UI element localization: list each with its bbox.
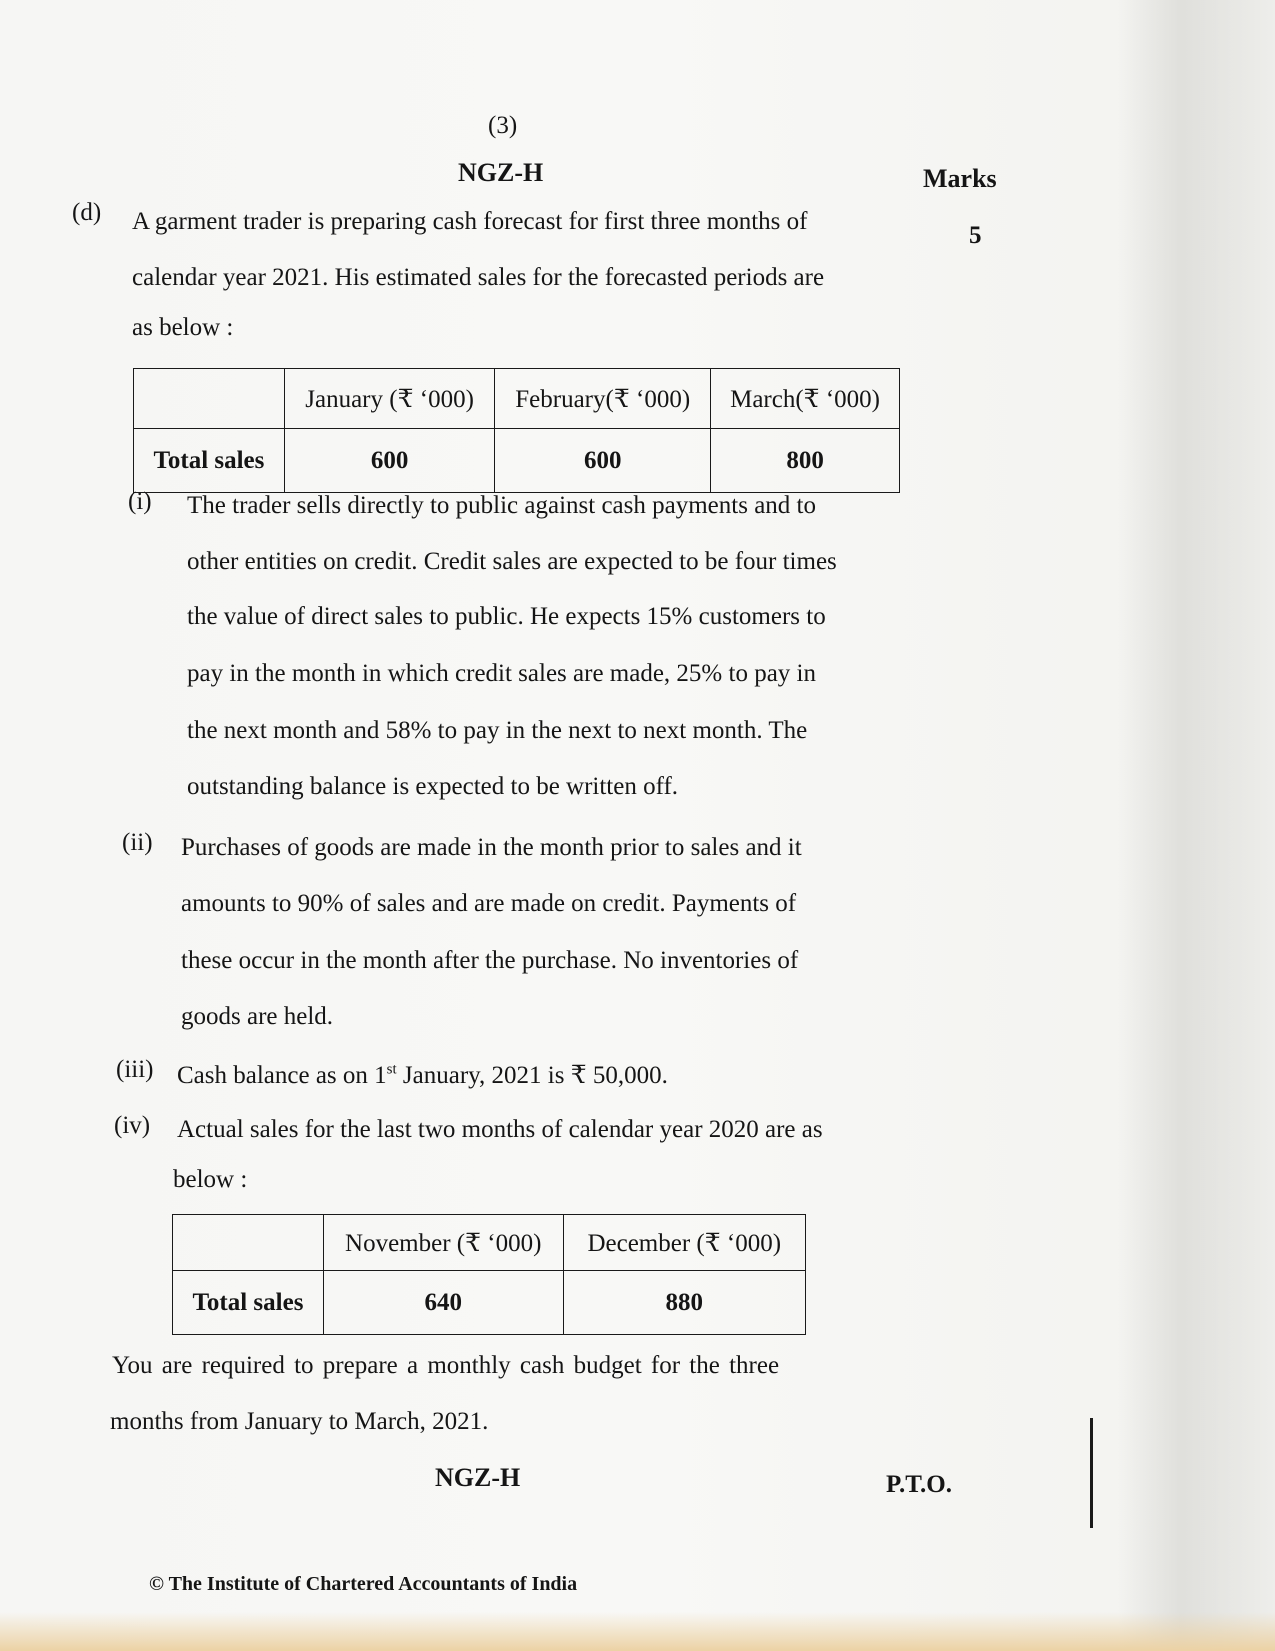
point-iii-number: (iii)	[116, 1056, 154, 1083]
page-bottom-tint	[0, 1612, 1275, 1651]
marks-heading: Marks	[923, 164, 997, 193]
point-ii-line: these occur in the month after the purchase. No inventories of	[181, 947, 799, 974]
page-number: (3)	[488, 112, 518, 139]
point-i-line: other entities on credit. Credit sales are expected to be four times	[187, 548, 837, 575]
table-header-cell: February(₹ ‘000)	[495, 369, 711, 429]
requirement-line-1: You are required to prepare a monthly cash budget for the three	[112, 1352, 780, 1379]
point-i-line: the value of direct sales to public. He expects 15% customers to	[187, 603, 826, 630]
margin-mark	[1090, 1418, 1093, 1528]
table-corner-cell	[173, 1215, 324, 1271]
table-corner-cell	[134, 369, 285, 429]
forecast-sales-table	[133, 368, 900, 493]
table-header-cell: January (₹ ‘000)	[284, 369, 494, 429]
point-i-number: (i)	[128, 488, 152, 515]
table-cell: 600	[495, 429, 711, 493]
table-cell: 800	[711, 429, 900, 493]
copyright-notice: © The Institute of Chartered Accountants of India	[149, 1573, 578, 1595]
row-label: Total sales	[173, 1271, 324, 1335]
requirement-line-2: months from January to March, 2021.	[110, 1408, 489, 1435]
cash-balance-text-rest: January, 2021 is ₹ 50,000.	[396, 1062, 668, 1089]
date-superscript: st	[386, 1061, 397, 1078]
cash-balance-text: Cash balance as on 1	[177, 1062, 387, 1089]
point-i-line: the next month and 58% to pay in the next to next month. The	[187, 717, 808, 744]
footer-paper-code: NGZ-H	[435, 1463, 521, 1492]
table-row	[173, 1271, 806, 1335]
marks-value: 5	[969, 222, 982, 249]
point-ii-line: Purchases of goods are made in the month prior to sales and it	[181, 834, 802, 861]
point-i-line: pay in the month in which credit sales are made, 25% to pay in	[187, 660, 816, 687]
intro-line-3: as below :	[132, 314, 234, 341]
intro-line-1: A garment trader is preparing cash forecast for first three months of	[132, 208, 808, 235]
point-i-line: outstanding balance is expected to be written off.	[187, 773, 679, 800]
row-label: Total sales	[134, 429, 285, 493]
point-iv-line: Actual sales for the last two months of calendar year 2020 are as	[177, 1116, 823, 1143]
question-label: (d)	[72, 199, 102, 226]
page-edge-shadow	[1118, 0, 1275, 1651]
table-row	[134, 429, 900, 493]
table-cell: 640	[323, 1271, 563, 1335]
point-iii-line	[177, 1060, 668, 1090]
point-ii-number: (ii)	[122, 829, 153, 856]
point-iv-number: (iv)	[114, 1112, 151, 1139]
table-header-cell: March(₹ ‘000)	[711, 369, 900, 429]
point-i-line: The trader sells directly to public against cash payments and to	[187, 492, 816, 519]
table-cell: 880	[563, 1271, 806, 1335]
table-header-row	[173, 1215, 806, 1271]
point-iv-line: below :	[173, 1166, 248, 1193]
paper-code: NGZ-H	[458, 158, 544, 187]
intro-line-2: calendar year 2021. His estimated sales for the forecasted periods are	[132, 264, 825, 291]
table-header-cell: December (₹ ‘000)	[563, 1215, 806, 1271]
point-ii-line: amounts to 90% of sales and are made on credit. Payments of	[181, 890, 797, 917]
point-ii-line: goods are held.	[181, 1003, 334, 1030]
table-header-cell: November (₹ ‘000)	[323, 1215, 563, 1271]
table-header-row	[134, 369, 900, 429]
pto-label: P.T.O.	[886, 1471, 952, 1498]
actual-sales-table	[172, 1214, 806, 1335]
table-cell: 600	[284, 429, 494, 493]
